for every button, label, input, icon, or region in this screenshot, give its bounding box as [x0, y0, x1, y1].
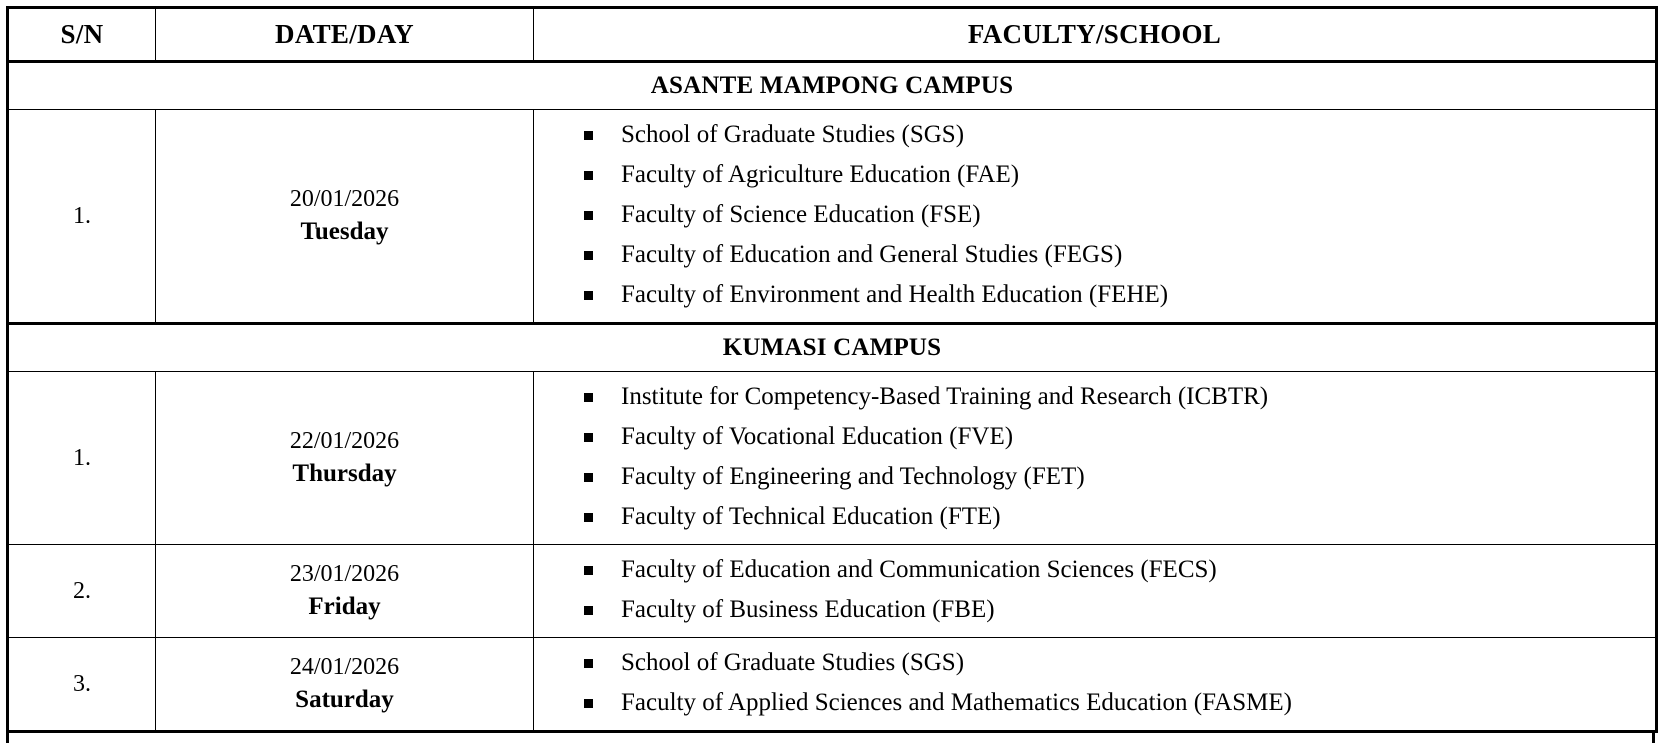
square-bullet-icon — [584, 393, 593, 402]
faculty-list — [534, 643, 1655, 723]
square-bullet-icon — [584, 433, 593, 442]
faculty-label: School of Graduate Studies (SGS) — [621, 649, 965, 676]
faculty-label: Faculty of Technical Education (FTE) — [621, 503, 1001, 530]
square-bullet-icon — [584, 513, 593, 522]
row-date-day — [156, 545, 534, 638]
registration-schedule-table — [6, 6, 1658, 733]
list-item — [584, 115, 1655, 155]
row-date-day — [156, 372, 534, 545]
next-row-partial — [6, 733, 1655, 743]
faculty-list — [534, 115, 1655, 315]
faculty-label: Faculty of Engineering and Technology (FET) — [621, 463, 1085, 490]
faculty-label: School of Graduate Studies (SGS) — [621, 121, 965, 148]
faculty-label: Faculty of Education and General Studies (FEGS) — [621, 241, 1123, 268]
square-bullet-icon — [584, 211, 593, 220]
campus-banner-asante-mampong: ASANTE MAMPONG CAMPUS — [8, 62, 1657, 110]
faculty-label: Institute for Competency-Based Training and Research (ICBTR) — [621, 383, 1269, 410]
square-bullet-icon — [584, 699, 593, 708]
table-header — [8, 8, 1657, 62]
faculty-label: Faculty of Environment and Health Education (FEHE) — [621, 281, 1169, 308]
list-item — [584, 683, 1655, 723]
campus-banner-row — [8, 324, 1657, 372]
list-item — [584, 155, 1655, 195]
column-header-faculty: FACULTY/SCHOOL — [534, 8, 1657, 62]
square-bullet-icon — [584, 131, 593, 140]
square-bullet-icon — [584, 473, 593, 482]
table-row — [8, 545, 1657, 638]
square-bullet-icon — [584, 566, 593, 575]
row-faculty-list-cell — [534, 545, 1657, 638]
row-day: Thursday — [292, 460, 397, 488]
row-faculty-list-cell — [534, 110, 1657, 324]
row-faculty-list-cell — [534, 638, 1657, 732]
list-item — [584, 550, 1655, 590]
row-date: 23/01/2026 — [289, 560, 400, 587]
list-item — [584, 417, 1655, 457]
faculty-label: Faculty of Education and Communication Sciences (FECS) — [621, 556, 1217, 583]
faculty-label: Faculty of Science Education (FSE) — [621, 201, 981, 228]
list-item — [584, 590, 1655, 630]
row-date: 24/01/2026 — [289, 653, 400, 680]
table-body — [8, 62, 1657, 732]
table-row — [8, 638, 1657, 732]
campus-banner-row — [8, 62, 1657, 110]
row-serial-number: 2. — [8, 545, 156, 638]
faculty-list — [534, 550, 1655, 630]
column-header-dateday: DATE/DAY — [156, 8, 534, 62]
row-date: 22/01/2026 — [289, 427, 400, 454]
faculty-list — [534, 377, 1655, 537]
table-row — [8, 110, 1657, 324]
faculty-label: Faculty of Business Education (FBE) — [621, 596, 995, 623]
campus-banner-kumasi: KUMASI CAMPUS — [8, 324, 1657, 372]
row-date-day — [156, 110, 534, 324]
faculty-label: Faculty of Vocational Education (FVE) — [621, 423, 1014, 450]
square-bullet-icon — [584, 291, 593, 300]
column-header-sn: S/N — [8, 8, 156, 62]
faculty-label: Faculty of Applied Sciences and Mathematics Education (FASME) — [621, 689, 1292, 716]
list-item — [584, 643, 1655, 683]
list-item — [584, 497, 1655, 537]
row-day: Tuesday — [300, 218, 389, 246]
row-day: Saturday — [295, 686, 394, 714]
table-header-row — [8, 8, 1657, 62]
list-item — [584, 195, 1655, 235]
list-item — [584, 235, 1655, 275]
row-date: 20/01/2026 — [289, 185, 400, 212]
square-bullet-icon — [584, 171, 593, 180]
list-item — [584, 457, 1655, 497]
row-serial-number: 3. — [8, 638, 156, 732]
row-date-day — [156, 638, 534, 732]
list-item — [584, 377, 1655, 417]
row-day: Friday — [308, 593, 381, 621]
row-serial-number: 1. — [8, 110, 156, 324]
square-bullet-icon — [584, 251, 593, 260]
faculty-label: Faculty of Agriculture Education (FAE) — [621, 161, 1020, 188]
row-faculty-list-cell — [534, 372, 1657, 545]
square-bullet-icon — [584, 659, 593, 668]
square-bullet-icon — [584, 606, 593, 615]
row-serial-number: 1. — [8, 372, 156, 545]
list-item — [584, 275, 1655, 315]
table-row — [8, 372, 1657, 545]
